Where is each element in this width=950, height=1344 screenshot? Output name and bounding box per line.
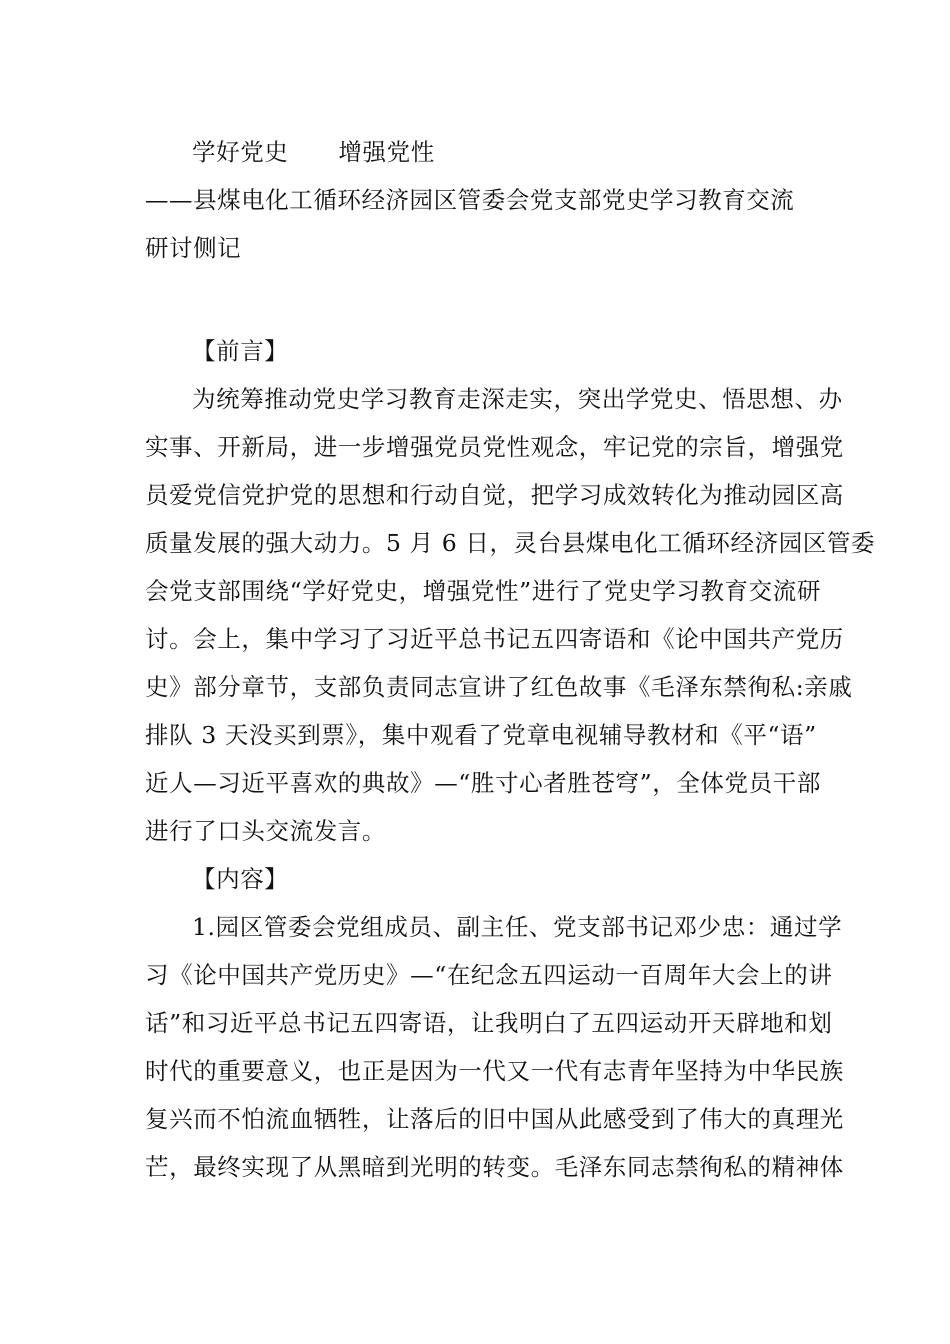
subtitle-line: 研讨侧记 <box>145 234 242 262</box>
paragraph-line: 实事、开新局，进一步增强党员党性观念，牢记党的宗旨，增强党 <box>145 433 844 461</box>
title-part-2: 增强党性 <box>338 138 435 166</box>
paragraph-line: 史》部分章节，支部负责同志宣讲了红色故事《毛泽东禁徇私:亲戚 <box>145 673 853 701</box>
paragraph-line: 讨。会上，集中学习了习近平总书记五四寄语和《论中国共产党历 <box>145 625 844 653</box>
paragraph-line: 为统筹推动党史学习教育走深走实，突出学党史、悟思想、办 <box>192 385 843 413</box>
paragraph-line: 员爱党信党护党的思想和行动自觉，把学习成效转化为推动园区高 <box>145 481 844 509</box>
section-heading-preface: 【前言】 <box>192 337 289 365</box>
paragraph-line: 近人—习近平喜欢的典故》—“胜寸心者胜苍穹”，全体党员干部 <box>145 769 821 797</box>
paragraph-line: 时代的重要意义，也正是因为一代又一代有志青年坚持为中华民族 <box>145 1057 844 1085</box>
paragraph-line: 会党支部围绕“学好党史，增强党性”进行了党史学习教育交流研 <box>145 577 821 605</box>
document-body <box>145 128 876 1191</box>
paragraph-line: 进行了口头交流发言。 <box>145 817 386 845</box>
paragraph-line: 习《论中国共产党历史》—“在纪念五四运动一百周年大会上的讲 <box>145 961 833 989</box>
section-heading-content: 【内容】 <box>192 865 289 893</box>
paragraph-line: 复兴而不怕流血牺牲，让落后的旧中国从此感受到了伟大的真理光 <box>145 1105 844 1133</box>
paragraph-line: 质量发展的强大动力。5 月 6 日，灵台县煤电化工循环经济园区管委 <box>145 529 876 557</box>
title-part-1: 学好党史 <box>192 138 289 166</box>
document-title <box>145 128 815 176</box>
paragraph-line: 排队 3 天没买到票》，集中观看了党章电视辅导教材和《平“语” <box>145 721 817 749</box>
paragraph-line: 1.园区管委会党组成员、副主任、党支部书记邓少忠：通过学 <box>192 913 843 941</box>
paragraph-line: 芒，最终实现了从黑暗到光明的转变。毛泽东同志禁徇私的精神体 <box>145 1153 844 1181</box>
subtitle-line: ——县煤电化工循环经济园区管委会党支部党史学习教育交流 <box>145 186 795 214</box>
paragraph-line: 话”和习近平总书记五四寄语，让我明白了五四运动开天辟地和划 <box>145 1009 833 1037</box>
